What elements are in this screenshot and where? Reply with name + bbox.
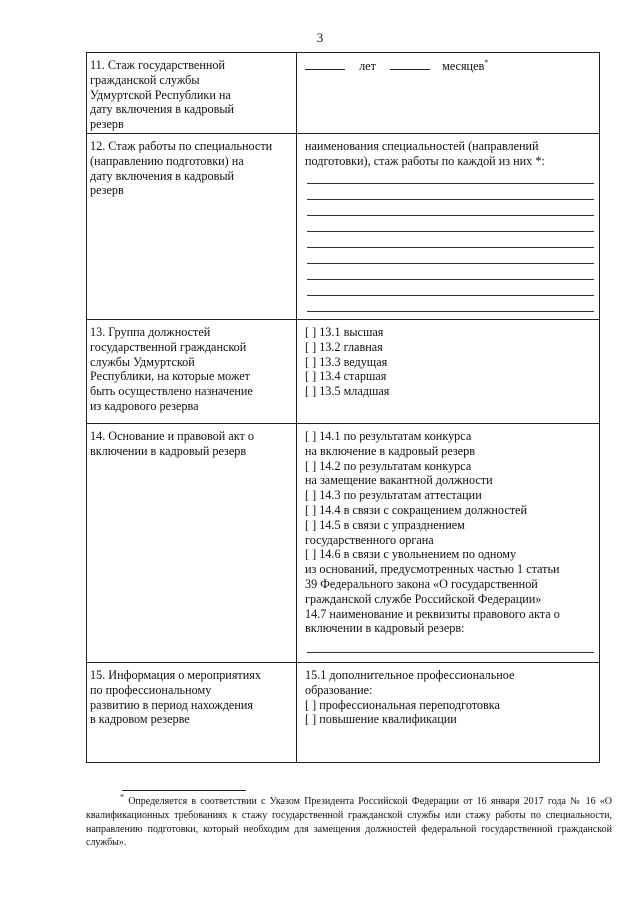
row-12-content-line: наименования специальностей (направлений: [305, 139, 539, 153]
row-15-label: [90, 668, 292, 727]
row-divider-14: [86, 662, 600, 663]
group-option-checkbox[interactable]: [ ] 13.4 старшая: [305, 369, 387, 384]
footnote-separator: [122, 790, 246, 791]
row-11-label-line: 11. Стаж государственной: [90, 58, 226, 72]
page-number: 3: [316, 30, 324, 45]
basis-option-text: на включение в кадровый резерв: [305, 443, 475, 458]
row-11-label-line: резерв: [90, 117, 124, 132]
group-option-checkbox[interactable]: [ ] 13.1 высшая: [305, 325, 384, 339]
footnote-mark: *: [484, 57, 489, 67]
fill-in-line[interactable]: [307, 263, 594, 264]
fill-in-line[interactable]: [307, 199, 594, 200]
group-option-checkbox[interactable]: [ ] 13.5 младшая: [305, 384, 390, 399]
row-11-content: [305, 58, 595, 74]
row-12-label-line: резерв: [90, 183, 124, 198]
basis-option-checkbox[interactable]: [ ] 14.2 по результатам конкурса: [305, 458, 472, 473]
basis-option-checkbox[interactable]: [ ] 14.3 по результатам аттестации: [305, 488, 482, 503]
group-option-checkbox[interactable]: [ ] 13.2 главная: [305, 339, 383, 354]
row-15-label-line: развитию в период нахождения: [90, 697, 253, 712]
row-11-label-line: Удмуртской Республики на: [90, 87, 231, 102]
row-13-label-line: быть осуществлено назначение: [90, 384, 253, 399]
row-11-label-line: гражданской службы: [90, 72, 200, 87]
fill-in-line[interactable]: [307, 215, 594, 216]
row-12-label: [90, 139, 292, 198]
education-text: 15.1 дополнительное профессиональное: [305, 668, 515, 682]
row-13-label-line: из кадрового резерва: [90, 398, 199, 413]
footnote: [86, 792, 613, 850]
basis-option-text: из оснований, предусмотренных частью 1 статьи: [305, 562, 560, 577]
fill-in-line[interactable]: [307, 183, 594, 184]
legal-act-label: 14.7 наименование и реквизиты правового акта о: [305, 606, 560, 621]
education-option-checkbox[interactable]: [ ] повышение квалификации: [305, 712, 457, 727]
row-14-label-line: 14. Основание и правовой акт о: [90, 429, 254, 443]
row-15-content: [305, 668, 595, 727]
row-13-label-line: 13. Группа должностей: [90, 325, 211, 339]
row-11-label: [90, 58, 292, 132]
basis-option-checkbox[interactable]: [ ] 14.6 в связи с увольнением по одному: [305, 547, 517, 562]
row-15-label-line: по профессиональному: [90, 682, 212, 697]
legal-act-label: включении в кадровый резерв:: [305, 621, 465, 636]
fill-in-line[interactable]: [307, 231, 594, 232]
row-12-label-line: дату включения в кадровый: [90, 168, 235, 183]
basis-option-text: на замещение вакантной должности: [305, 473, 493, 488]
row-11-label-line: дату включения в кадровый: [90, 102, 235, 117]
row-13-label-line: службы Удмуртской: [90, 354, 195, 369]
row-13-label-line: государственной гражданской: [90, 339, 247, 354]
months-field[interactable]: [390, 58, 430, 70]
row-13-content: [305, 325, 595, 399]
years-label: лет: [359, 59, 376, 73]
basis-option-checkbox[interactable]: [ ] 14.5 в связи с упразднением: [305, 517, 465, 532]
row-15-label-line: в кадровом резерве: [90, 712, 190, 727]
months-label: месяцев: [442, 59, 485, 73]
group-option-checkbox[interactable]: [ ] 13.3 ведущая: [305, 354, 388, 369]
education-option-checkbox[interactable]: [ ] профессиональная переподготовка: [305, 697, 500, 712]
footnote-mark: *: [120, 792, 124, 802]
row-divider-11: [86, 133, 600, 134]
years-field[interactable]: [305, 58, 345, 70]
row-13-label-line: Республики, на которые может: [90, 369, 250, 384]
basis-option-checkbox[interactable]: [ ] 14.4 в связи с сокращением должностей: [305, 502, 527, 517]
row-divider-13: [86, 423, 600, 424]
row-15-label-line: 15. Информация о мероприятиях: [90, 668, 261, 682]
education-text: образование:: [305, 682, 373, 697]
row-14-label: [90, 429, 292, 459]
row-13-label: [90, 325, 292, 414]
basis-option-checkbox[interactable]: [ ] 14.1 по результатам конкурса: [305, 429, 472, 443]
column-divider: [296, 52, 297, 763]
legal-act-fill-line[interactable]: [307, 652, 594, 653]
basis-option-text: 39 Федерального закона «О государственной: [305, 576, 538, 591]
fill-in-line[interactable]: [307, 247, 594, 248]
fill-in-line[interactable]: [307, 279, 594, 280]
footnote-text: Определяется в соответствии с Указом Президента Российской Федерации от 16 января 2017 года № 16 «О квалификационных требованиях к стажу государственной гражданской службы или стажу работы по специальности, направлению подготовки, который необходим для замещения должностей федеральной государственной гражданской службы».: [86, 796, 613, 849]
fill-in-line[interactable]: [307, 311, 594, 312]
fill-in-line[interactable]: [307, 295, 594, 296]
row-14-content: [305, 429, 595, 636]
row-divider-12: [86, 319, 600, 320]
row-12-label-line: (направлению подготовки) на: [90, 153, 244, 168]
row-12-label-line: 12. Стаж работы по специальности: [90, 139, 273, 153]
row-12-content-line: подготовки), стаж работы по каждой из них *:: [305, 153, 545, 168]
row-12-content: [305, 139, 595, 169]
basis-option-text: государственного органа: [305, 532, 434, 547]
basis-option-text: гражданской службе Российской Федерации»: [305, 591, 542, 606]
row-14-label-line: включении в кадровый резерв: [90, 443, 247, 458]
